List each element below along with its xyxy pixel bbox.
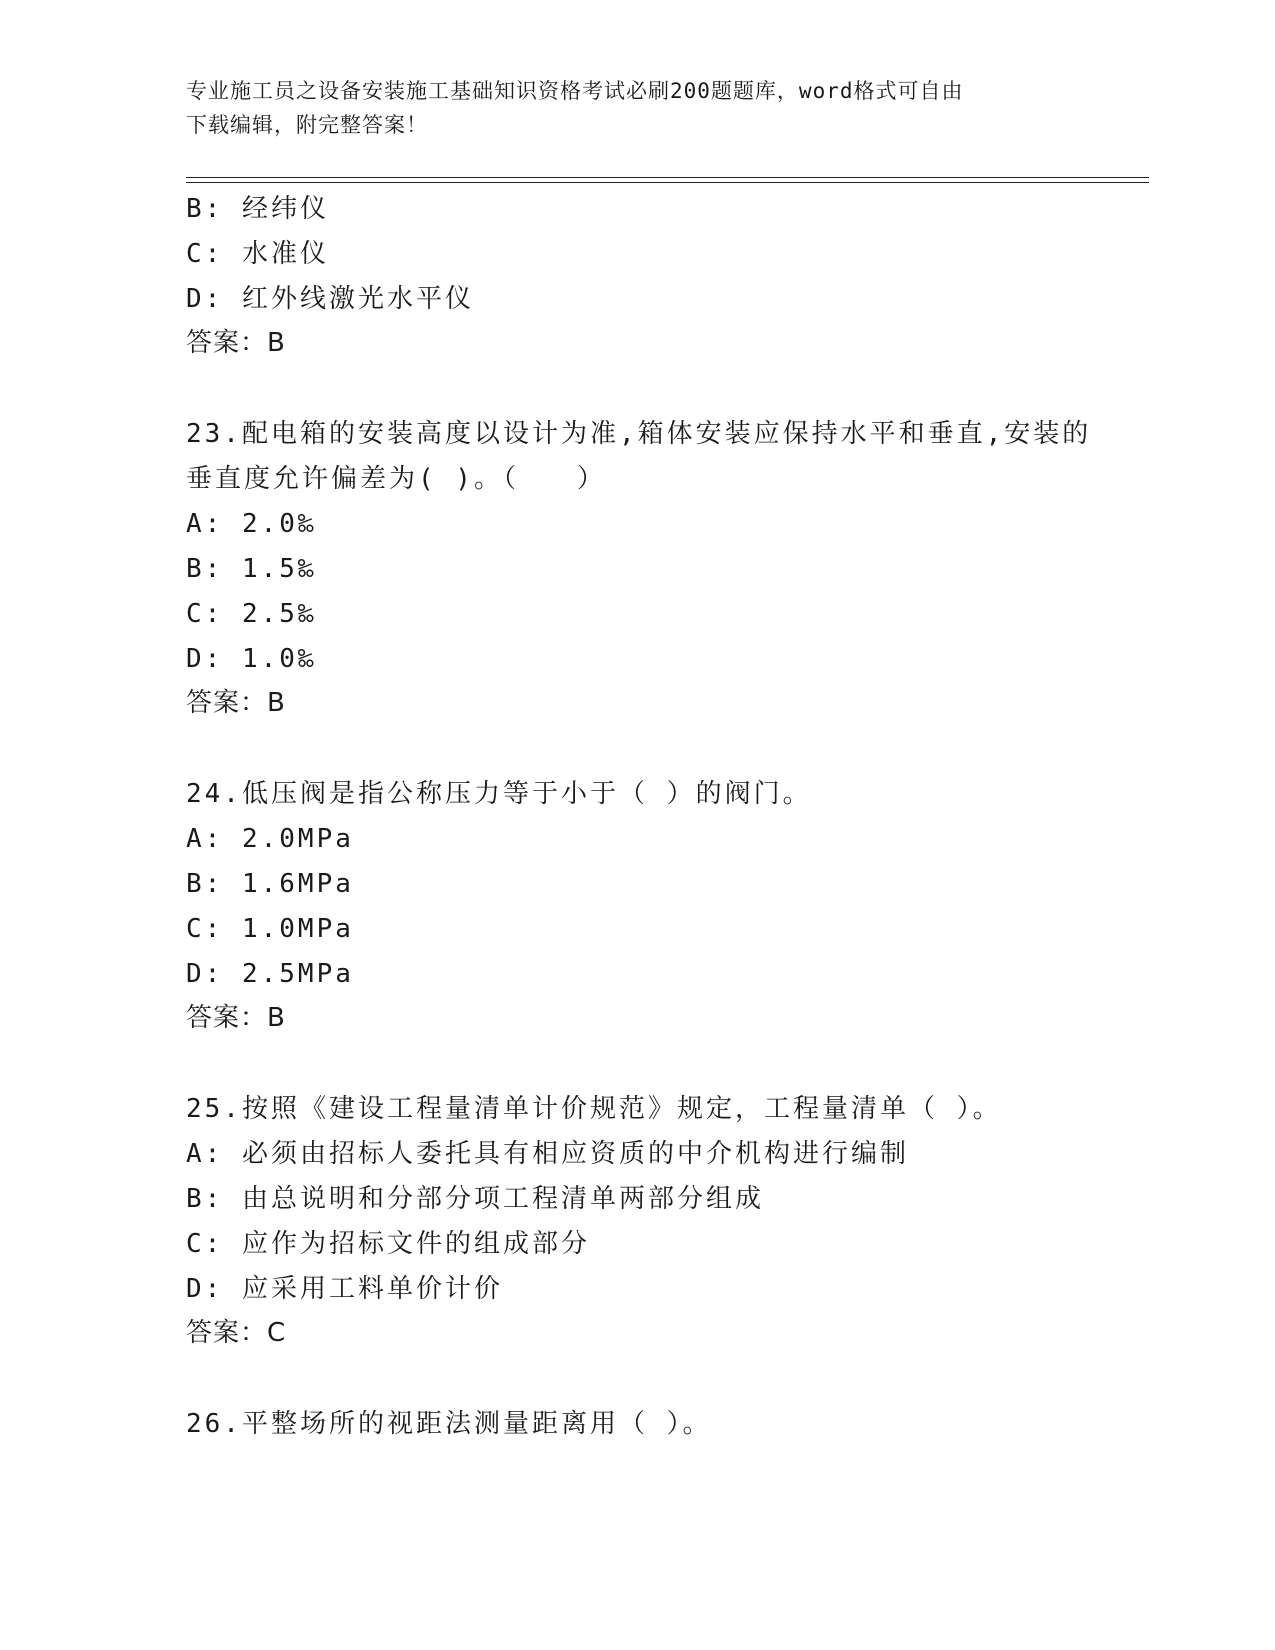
q22-answer: 答案：B — [186, 328, 286, 358]
q23-option-b: B: 1.5‰ — [186, 554, 317, 584]
q23-stem-line-1: 23.配电箱的安装高度以设计为准,箱体安装应保持水平和垂直,安装的 — [186, 419, 1092, 449]
q25-stem: 25.按照《建设工程量清单计价规范》规定，工程量清单（ ）。 — [186, 1094, 1002, 1124]
q23-answer: 答案：B — [186, 688, 286, 718]
q25-option-b: B: 由总说明和分部分项工程清单两部分组成 — [186, 1184, 764, 1214]
header-line-2: 下载编辑，附完整答案！ — [186, 113, 428, 137]
q26-stem: 26.平整场所的视距法测量距离用（ ）。 — [186, 1409, 712, 1439]
header-divider-bottom — [186, 182, 1149, 183]
header-line-1: 专业施工员之设备安装施工基础知识资格考试必刷200题题库，word格式可自由 — [186, 79, 964, 103]
q23-stem-line-2: 垂直度允许偏差为( )。（ ） — [186, 464, 606, 494]
q25-option-d: D: 应采用工料单价计价 — [186, 1274, 503, 1304]
q25-option-c: C: 应作为招标文件的组成部分 — [186, 1229, 590, 1259]
q22-option-c: C: 水准仪 — [186, 239, 329, 269]
document-header — [186, 74, 1086, 142]
q24-option-c: C: 1.0MPa — [186, 914, 354, 944]
q24-option-a: A: 2.0MPa — [186, 824, 354, 854]
q22-option-d: D: 红外线激光水平仪 — [186, 284, 474, 314]
header-divider-top — [186, 177, 1149, 178]
q24-answer: 答案：B — [186, 1003, 286, 1033]
q23-option-d: D: 1.0‰ — [186, 644, 317, 674]
q23-option-a: A: 2.0‰ — [186, 509, 317, 539]
q25-option-a: A: 必须由招标人委托具有相应资质的中介机构进行编制 — [186, 1139, 909, 1169]
q24-option-d: D: 2.5MPa — [186, 959, 354, 989]
q23-option-c: C: 2.5‰ — [186, 599, 317, 629]
q24-option-b: B: 1.6MPa — [186, 869, 354, 899]
q24-stem: 24.低压阀是指公称压力等于小于（ ）的阀门。 — [186, 779, 812, 809]
q25-answer: 答案：C — [186, 1318, 287, 1348]
q22-option-b: B: 经纬仪 — [186, 194, 329, 224]
